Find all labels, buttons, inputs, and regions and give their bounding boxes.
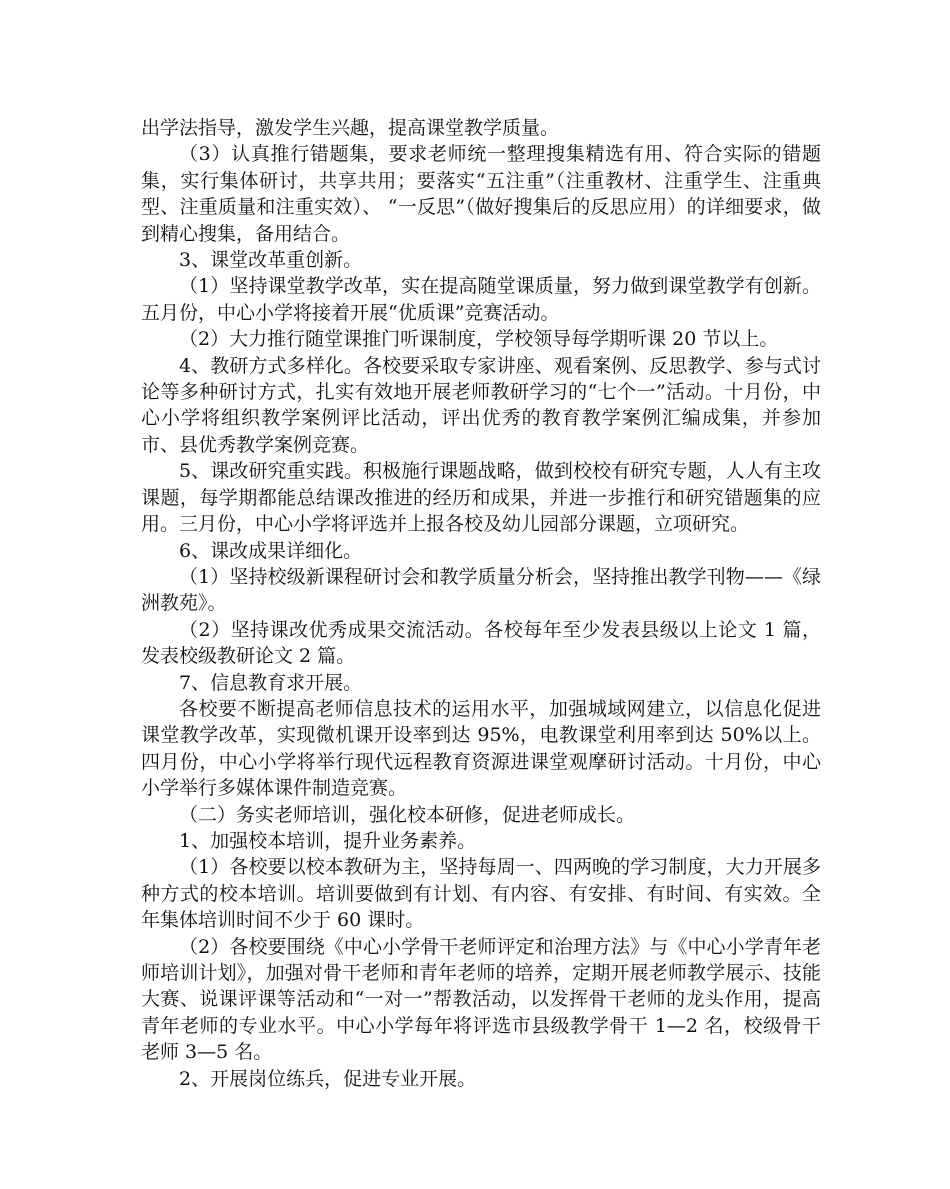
paragraph: （1）坚持课堂教学改革，实在提高随堂课质量，努力做到课堂教学有创新。五月份，中心小学将接着开展“优质课”竞赛活动。: [141, 275, 821, 324]
paragraph: 各校要不断提高老师信息技术的运用水平，加强城域网建立，以信息化促进课堂教学改革，实现微机课开设率到达 95%，电教课堂利用率到达 50%以上。四月份，中心小学将举行现代远程教育资源进课堂观摩研讨活动。十月份，中心小学举行多媒体课件制造竞赛。: [141, 697, 821, 800]
section-heading: （二）务实老师培训，强化校本研修，促进老师成长。: [179, 803, 636, 826]
paragraph: 4、教研方式多样化。各校要采取专家讲座、观看案例、反思教学、参与式讨论等多种研讨方式，扎实有效地开展老师教研学习的“七个一”活动。十月份，中心小学将组织教学案例评比活动，评出优秀的教育教学案例汇编成集，并参加市、县优秀教学案例竞赛。: [141, 354, 821, 456]
section-heading: 1、加强校本培训，提升业务素养。: [179, 829, 477, 852]
paragraph: （1）各校要以校本教研为主，坚持每周一、四两晚的学习制度，大力开展多种方式的校本培训。培训要做到有计划、有内容、有安排、有时间、有实效。全年集体培训时间不少于 60 课时。: [141, 856, 821, 932]
section-heading: 7、信息教育求开展。: [179, 671, 363, 694]
paragraph: （2）大力推行随堂课推门听课制度，学校领导每学期听课 20 节以上。: [179, 328, 779, 351]
section-heading: 3、课堂改革重创新。: [179, 249, 363, 272]
paragraph: （3）认真推行错题集，要求老师统一整理搜集精选有用、符合实际的错题集，实行集体研讨，共享共用；要落实“五注重”（注重教材、注重学生、注重典型、注重质量和注重实效）、 “一反思”（做好搜集后的反思应用）的详细要求，做到精心搜集，备用结合。: [141, 143, 821, 245]
paragraph: 出学法指导，激发学生兴趣，提高课堂教学质量。: [141, 117, 560, 139]
document-body: [141, 115, 821, 1092]
section-heading: 6、课改成果详细化。: [179, 539, 363, 562]
paragraph: （2）各校要围绕《中心小学骨干老师评定和治理方法》与《中心小学青年老师培训计划》，加强对骨干老师和青年老师的培养，定期开展老师教学展示、技能大赛、说课评课等活动和“一对一”帮教活动，以发挥骨干老师的龙头作用，提高青年老师的专业水平。中心小学每年将评选市县级教学骨干 1—2 名，校级骨干老师 3—5 名。: [141, 935, 821, 1064]
section-heading: 2、开展岗位练兵，促进专业开展。: [179, 1067, 477, 1090]
paragraph: （2）坚持课改优秀成果交流活动。各校每年至少发表县级以上论文 1 篇，发表校级教研论文 2 篇。: [141, 618, 821, 668]
paragraph: （1）坚持校级新课程研讨会和教学质量分析会，坚持推出教学刊物——《绿洲教苑》。: [141, 565, 821, 615]
paragraph: 5、课改研究重实践。积极施行课题战略，做到校校有研究专题，人人有主攻课题，每学期都能总结课改推进的经历和成果，并进一步推行和研究错题集的应用。三月份，中心小学将评选并上报各校及幼儿园部分课题，立项研究。: [141, 460, 821, 536]
